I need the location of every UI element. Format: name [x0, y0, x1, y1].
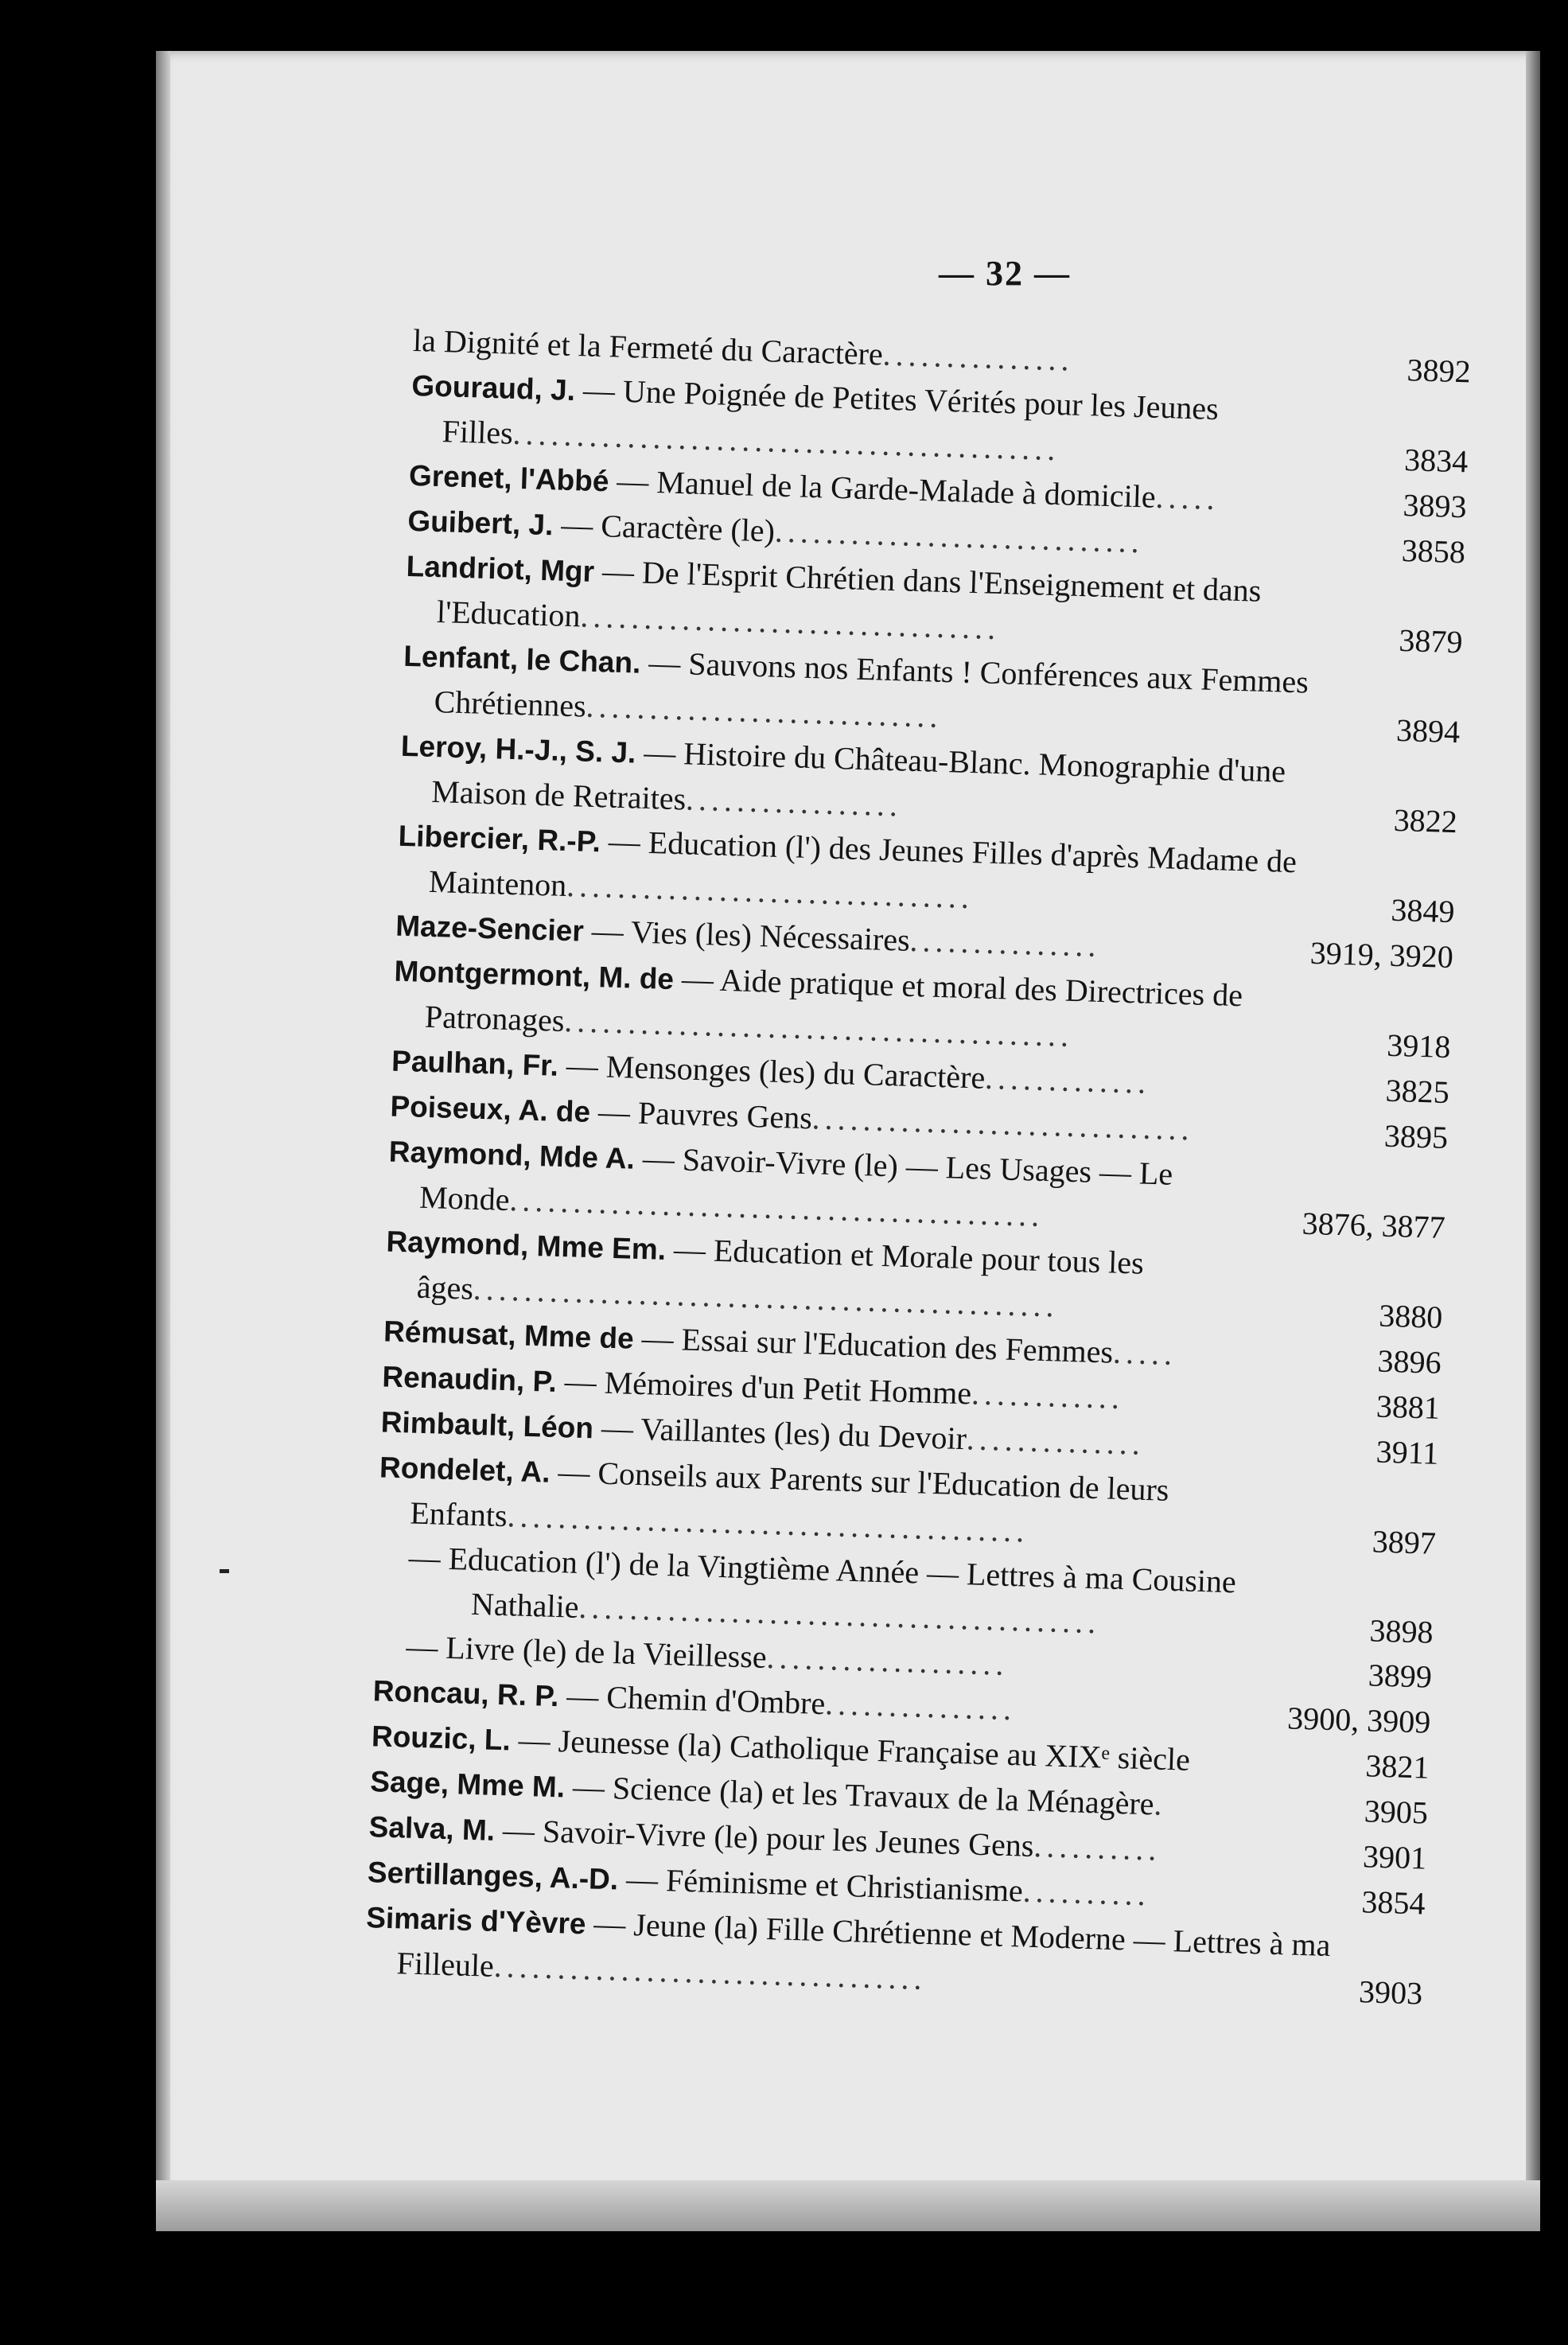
leader-dots: ........................................ [563, 1003, 1074, 1054]
leader-dots: ............... [882, 336, 1075, 378]
leader-dots: ......................................... [578, 1588, 1101, 1641]
entry-number: 3918 [1386, 1026, 1452, 1065]
entry-number: 3834 [1403, 442, 1469, 480]
entry-title: la Dignité et la Fermeté du Caractère [412, 321, 884, 372]
entry-author: Raymond, Mme Em. [385, 1225, 667, 1266]
entry-title: — Chemin d'Ombre [558, 1677, 826, 1722]
page-right-edge [1526, 51, 1540, 2231]
entry-number: 3822 [1393, 801, 1458, 840]
entry-author: Raymond, Mde A. [388, 1135, 636, 1175]
entry-number: 3911 [1375, 1433, 1439, 1471]
leader-dots: ............... [909, 921, 1102, 964]
entry-title: — Mémoires d'un Petit Homme [556, 1362, 972, 1412]
entry-number: 3903 [1358, 1973, 1423, 2012]
entry-number: 3896 [1377, 1342, 1442, 1381]
entry-dash: — [405, 1628, 439, 1665]
entry-title: — Vies (les) Nécessaires [583, 912, 911, 958]
entry-number: 3858 [1401, 532, 1466, 571]
page-number: — 32 — [939, 254, 1071, 293]
entry-number: 3880 [1378, 1297, 1443, 1335]
entry-author: Sertillanges, A.-D. [367, 1856, 619, 1896]
leader-dots: .......... [1022, 1872, 1151, 1913]
leader-dots: ............... [824, 1685, 1017, 1728]
entry-number: 3881 [1375, 1388, 1441, 1426]
leader-dots: ............................ [586, 688, 944, 734]
entry-title: — Sauvons nos Enfants ! Conférences aux Femmes Chrétiennes [434, 644, 1309, 724]
entry-number: 3821 [1364, 1747, 1430, 1786]
entry-title: — Une Poignée de Petites Vérités pour les Jeunes Filles [442, 372, 1220, 451]
page-bottom-strip [156, 2180, 1540, 2231]
entry-number: 3905 [1364, 1793, 1429, 1831]
entry-title: — Féminisme et Christianisme [617, 1860, 1024, 1909]
leader-dots: ..... [1112, 1334, 1177, 1373]
leader-dots: ................... [765, 1638, 1010, 1682]
entry-number: 3849 [1390, 891, 1456, 930]
entry-title: — Jeunesse (la) Catholique Française au XIXᵉ siècle [510, 1721, 1191, 1778]
entry-number: 3825 [1385, 1072, 1450, 1111]
leader-dots: ................................. [579, 598, 1001, 647]
leader-dots: .............................. [811, 1100, 1195, 1147]
entry-number: 3895 [1383, 1117, 1449, 1156]
entry-title: — Essai sur l'Education des Femmes [633, 1319, 1114, 1370]
entry-author: Roncau, R. P. [372, 1674, 560, 1713]
entry-author: Poiseux, A. de [390, 1089, 591, 1129]
leader-dots: ................................ [566, 867, 975, 916]
entry-number: 3901 [1362, 1838, 1427, 1876]
entry-author: Renaudin, P. [381, 1360, 558, 1398]
entry-dash: — [408, 1539, 442, 1576]
entry-title: — Histoire du Château-Blanc. Monographie d'une Maison de Retraites [430, 734, 1286, 817]
entry-author: Libercier, R.-P. [398, 819, 601, 859]
entry-title: — Education (l') des Jeunes Filles d'après Madame de Maintenon [428, 823, 1298, 904]
entry-author: Maze-Sencier [395, 909, 585, 948]
entry-author: Leroy, H.-J., S. J. [400, 729, 636, 769]
leader-dots: ............................. [774, 512, 1145, 560]
entry-author: Rimbault, Léon [380, 1405, 594, 1445]
entry-author: Paulhan, Fr. [391, 1044, 559, 1082]
leader-dots: . [1153, 1786, 1168, 1822]
entry-author: Grenet, l'Abbé [408, 458, 610, 498]
entry-author: Montgermont, M. de [394, 954, 675, 996]
entry-title: Livre (le) de la Vieillesse [437, 1629, 768, 1675]
entry-number: 3897 [1372, 1523, 1437, 1561]
entry-author: Rémusat, Mme de [383, 1315, 635, 1355]
entry-title: — Science (la) et les Travaux de la Ménagère [564, 1768, 1155, 1822]
entry-title: — Savoir-Vivre (le) pour les Jeunes Gens [494, 1811, 1035, 1864]
entry-title: — Education et Morale pour tous les âges [416, 1230, 1145, 1307]
catalog-list [364, 318, 1472, 2016]
entry-number: 3898 [1368, 1612, 1434, 1650]
entry-number: 3900, 3909 [1286, 1700, 1431, 1740]
entry-author: Rondelet, A. [379, 1451, 551, 1489]
entry-number: 3919, 3920 [1309, 934, 1454, 976]
entry-author: Lenfant, le Chan. [403, 639, 641, 680]
entry-author: Sage, Mme M. [369, 1765, 566, 1804]
entry-number: 3899 [1368, 1657, 1433, 1695]
entry-title: — Conseils aux Parents sur l'Education de leurs Enfants [409, 1453, 1170, 1534]
entry-author: Rouzic, L. [371, 1720, 512, 1757]
entry-author: Simaris d'Yèvre [365, 1901, 587, 1941]
entry-title: — Aide pratique et moral des Directrices de Patronages [424, 960, 1243, 1038]
entry-title: — Vaillantes (les) du Devoir [593, 1409, 967, 1457]
entry-author: Salva, M. [368, 1810, 496, 1847]
leader-dots: .............. [966, 1420, 1146, 1462]
entry-title: — Caractère (le) [552, 506, 776, 549]
entry-title: Education (l') de la Vingtième Année — Lettres à ma Cousine Nathalie [440, 1540, 1237, 1625]
leader-dots: ........................................... [512, 415, 1061, 468]
entry-title: — Jeune (la) Fille Chrétienne et Moderne — Lettres à ma Filleule [396, 1905, 1332, 1984]
entry-title: — Savoir-Vivre (le) — Les Usages — Le Monde [418, 1139, 1173, 1218]
leader-dots: .......... [1033, 1827, 1162, 1868]
entry-author: Landriot, Mgr [406, 549, 595, 588]
leader-dots: .................................. [493, 1947, 928, 1997]
entry-number: 3893 [1402, 487, 1468, 525]
leader-dots: ............ [971, 1375, 1125, 1416]
entry-author: Gouraud, J. [410, 368, 576, 407]
leader-dots: ..... [1154, 478, 1220, 517]
leader-dots: ............. [984, 1059, 1151, 1100]
entry-title: — De l'Esprit Chrétien dans l'Enseignement et dans l'Education [436, 552, 1263, 634]
page-gutter-shadow [156, 51, 170, 2231]
leader-dots: ................. [685, 781, 903, 824]
entry-number: 3876, 3877 [1301, 1205, 1446, 1245]
leader-dots: .............................................. [473, 1270, 1060, 1324]
entry-number: 3879 [1398, 621, 1464, 660]
entry-number: 3892 [1406, 352, 1472, 390]
entry-number: 3854 [1360, 1883, 1426, 1922]
entry-number: 3894 [1395, 711, 1461, 750]
entry-title: — Mensonges (les) du Caractère [558, 1046, 986, 1096]
entry-title: — Manuel de la Garde-Malade à domicile [608, 462, 1157, 515]
entry-author: Guibert, J. [407, 504, 554, 542]
margin-mark [220, 1569, 229, 1573]
entry-title: — Pauvres Gens [589, 1093, 813, 1136]
leader-dots: .......................................... [508, 1182, 1045, 1233]
leader-dots: ......................................... [506, 1498, 1029, 1549]
